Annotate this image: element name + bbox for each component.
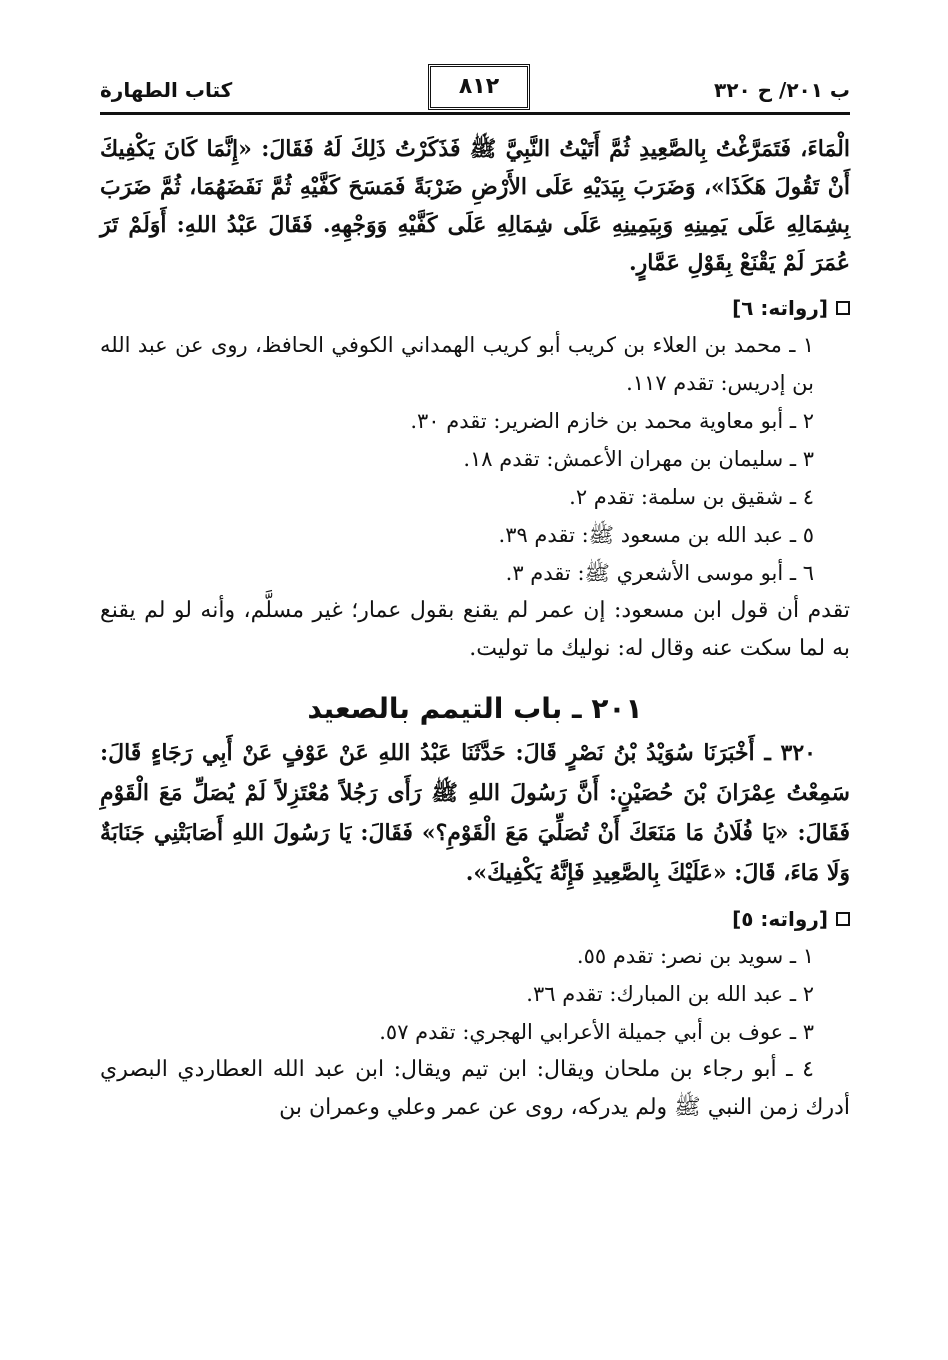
narrator-item: ٦ ـ أبو موسى الأشعري ﷺ: تقدم ٣. <box>505 561 814 585</box>
narrators-heading-1 <box>100 296 850 320</box>
page-number: ٨١٢ <box>428 64 530 110</box>
header-rule <box>100 112 850 115</box>
narrator-item: ٤ ـ شقيق بن سلمة: تقدم ٢. <box>569 485 814 509</box>
checkbox-square-icon <box>836 301 850 315</box>
narrator-item: ٢ ـ عبد الله بن المبارك: تقدم ٣٦. <box>526 982 814 1006</box>
narrator-item: ٥ ـ عبد الله بن مسعود ﷺ: تقدم ٣٩. <box>498 523 814 547</box>
narrator-item: ٢ ـ أبو معاوية محمد بن خازم الضرير: تقدم ٣٠. <box>410 409 814 433</box>
chapter-hadith-ref: ب ٢٠١/ ح ٣٢٠ <box>714 78 850 102</box>
hadith-text: ٣٢٠ ـ أَخْبَرَنَا سُوَيْدُ بْنُ نَصْرٍ قَالَ: حَدَّثَنَا عَبْدُ اللهِ عَنْ عَوْفٍ عَنْ أَبِي رَجَاءٍ قَالَ: سَمِعْتُ عِمْرَانَ بْنَ حُصَيْنٍ: أَنَّ رَسُولَ اللهِ ﷺ رَأَى رَجُلاً مُعْتَزِلاً لَمْ يُصَلِّ مَعَ الْقَوْمِ فَقَالَ: «يَا فُلَانُ مَا مَنَعَكَ أَنْ تُصَلِّيَ مَعَ الْقَوْمِ؟» فَقَالَ: يَا رَسُولَ اللهِ أَصَابَتْنِي جَنَابَةٌ وَلَا مَاءَ، قَالَ: «عَلَيْكَ بِالصَّعِيدِ فَإِنَّهُ يَكْفِيكَ». <box>100 740 850 886</box>
narrator-item: ١ ـ سويد بن نصر: تقدم ٥٥. <box>576 944 814 968</box>
narrator-item: ١ ـ محمد بن العلاء بن كريب أبو كريب الهمداني الكوفي الحافظ، روى عن عبد الله بن إدريس: تقدم ١١٧. <box>100 333 814 395</box>
chapter-title: ٢٠١ ـ باب التيمم بالصعيد <box>307 692 643 725</box>
narrator-item: ٣ ـ سليمان بن مهران الأعمش: تقدم ١٨. <box>463 447 814 471</box>
hadith-continuation: الْمَاءَ، فَتَمَرَّغْتُ بِالصَّعِيدِ ثُمَّ أَتَيْتُ النَّبِيَّ ﷺ فَذَكَرْتُ ذَلِكَ لَهُ فَقَالَ: «إِنَّمَا كَانَ يَكْفِيكَ أَنْ تَقُولَ هَكَذَا»، وَضَرَبَ بِيَدَيْهِ عَلَى الأَرْضِ ضَرْبَةً فَمَسَحَ كَفَّيْهِ ثُمَّ نَفَضَهُمَا، ثُمَّ ضَرَبَ بِشِمَالِهِ عَلَى يَمِينِهِ وَبِيَمِينِهِ عَلَى شِمَالِهِ عَلَى كَفَّيْهِ وَوَجْهِهِ. فَقَالَ عَبْدُ اللهِ: أَوَلَمْ تَرَ عُمَرَ لَمْ يَقْنَعْ بِقَوْلِ عَمَّارٍ. <box>100 136 850 276</box>
checkbox-square-icon <box>836 912 850 926</box>
commentary-note: تقدم أن قول ابن مسعود: إن عمر لم يقنع بقول عمار؛ غير مسلَّم، وأنه لو لم يقنع به لما سكت عنه وقال له: نوليك ما توليت. <box>100 598 850 661</box>
narrators-heading-2 <box>100 907 850 931</box>
page-header <box>100 70 850 118</box>
page-body <box>100 130 850 1127</box>
narrators-label: [رواته: ٦] <box>732 296 828 320</box>
narrator-item: ٣ ـ عوف بن أبي جميلة الأعرابي الهجري: تقدم ٥٧. <box>379 1020 814 1044</box>
narrators-label: [رواته: ٥] <box>732 907 828 931</box>
narrator-item: ٤ ـ أبو رجاء بن ملحان ويقال: ابن تيم ويقال: ابن عبد الله العطاردي البصري أدرك زمن النبي ﷺ ولم يدركه، روى عن عمر وعلي وعمران بن <box>100 1057 850 1120</box>
book-title: كتاب الطهارة <box>100 78 233 102</box>
